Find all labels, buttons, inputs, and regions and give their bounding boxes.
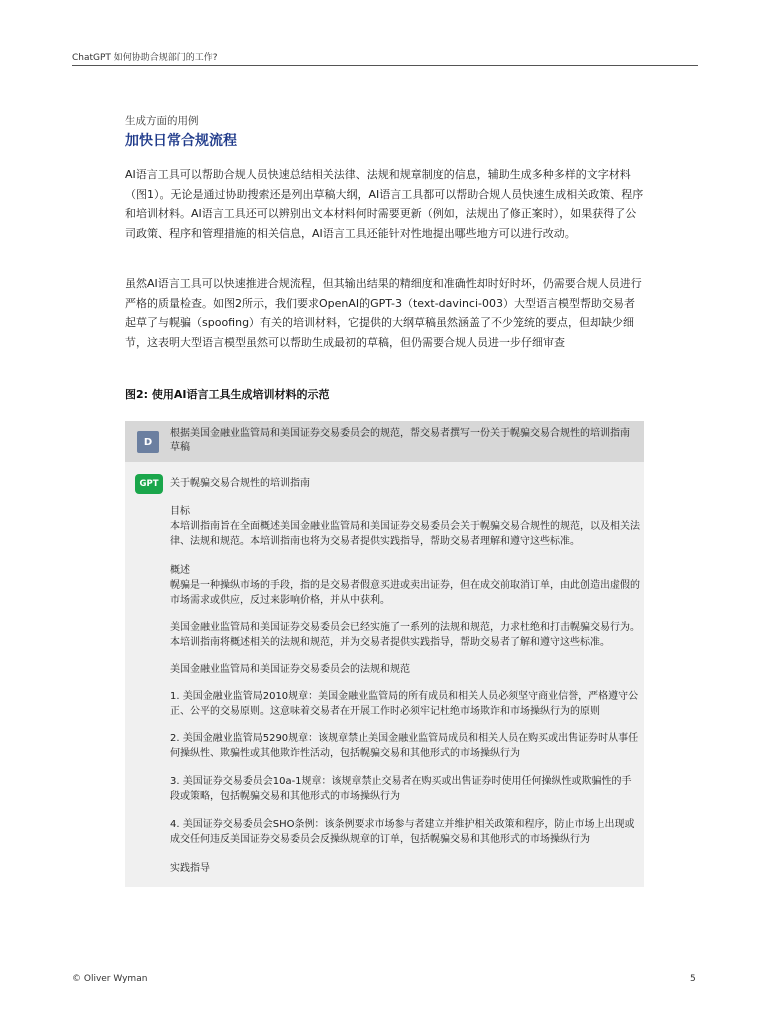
response-paragraph-overview: 幌骗是一种操纵市场的手段，指的是交易者假意买进或卖出证券，但在成交前取消订单，由此创造出虚假的市场需求或供应，反过来影响价格，并从中获利。 [170, 580, 640, 606]
response-label-overview: 概述 [170, 565, 190, 576]
response-label-practice: 实践指导 [170, 863, 210, 874]
response-paragraph-objective: 本培训指南旨在全面概述美国金融业监管局和美国证券交易委员会关于幌骗交易合规性的规范，以及相关法律、法规和规范。本培训指南也将为交易者提供实践指导，帮助交易者理解和遵守这些标准。 [170, 521, 640, 547]
prompt-text: 根据美国金融业监管局和美国证券交易委员会的规范，帮交易者撰写一份关于幌骗交易合规性的培训指南草稿 [170, 428, 630, 453]
response-rule-2: 2. 美国金融业监管局5290规章：该规章禁止美国金融业监管局成员和相关人员在购买或出售证券时从事任何操纵性、欺骗性或其他欺诈性活动，包括幌骗交易和其他形式的市场操纵行为 [170, 733, 639, 759]
response-label-objective: 目标 [170, 506, 190, 517]
user-avatar-icon: D [137, 431, 159, 453]
prompt-row [125, 421, 644, 462]
header-rule [72, 65, 698, 66]
figure-title: 图2: 使用AI语言工具生成培训材料的示范 [125, 388, 330, 401]
response-label-rules: 美国金融业监管局和美国证券交易委员会的法规和规范 [170, 664, 410, 675]
header-title: ChatGPT 如何协助合规部门的工作? [72, 53, 218, 63]
response-paragraph-regulators: 美国金融业监管局和美国证券交易委员会已经实施了一系列的法规和规范，力求杜绝和打击幌骗交易行为。本培训指南将概述相关的法规和规范，并为交易者提供实践指导，帮助交易者了解和遵守这些标准。 [170, 622, 640, 648]
chat-transcript [125, 421, 644, 887]
response-heading: 关于幌骗交易合规性的培训指南 [170, 478, 310, 489]
section-kicker: 生成方面的用例 [125, 115, 199, 127]
body-paragraph-2: 虽然AI语言工具可以快速推进合规流程，但其输出结果的精细度和准确性却时好时坏，仍需要合规人员进行严格的质量检查。如图2所示，我们要求OpenAI的GPT-3（text-davinci-003）大型语言模型帮助交易者起草了与幌骗（spoofing）有关的培训材料，它提供的大纲草稿虽然涵盖了不少笼统的要点，但却缺少细节，这表明大型语言模型虽然可以帮助生成最初的草稿，但仍需要合规人员进一步仔细审查 [125, 277, 642, 349]
gpt-avatar-icon: GPT [135, 474, 163, 494]
response-rule-1: 1. 美国金融业监管局2010规章：美国金融业监管局的所有成员和相关人员必须坚守商业信誉，严格遵守公正、公平的交易原则。这意味着交易者在开展工作时必须牢记杜绝市场欺诈和市场操纵行为的原则 [170, 691, 639, 717]
response-rule-3: 3. 美国证券交易委员会10a-1规章：该规章禁止交易者在购买或出售证券时使用任何操纵性或欺骗性的手段或策略，包括幌骗交易和其他形式的市场操纵行为 [170, 776, 632, 802]
page-number: 5 [690, 974, 696, 984]
footer-copyright: © Oliver Wyman [72, 974, 148, 984]
response-rule-4: 4. 美国证券交易委员会SHO条例：该条例要求市场参与者建立并维护相关政策和程序，防止市场上出现或成交任何违反美国证券交易委员会反操纵规章的订单，包括幌骗交易和其他形式的市场操纵行为 [170, 819, 635, 845]
section-title: 加快日常合规流程 [125, 133, 237, 149]
body-paragraph-1: AI语言工具可以帮助合规人员快速总结相关法律、法规和规章制度的信息，辅助生成多种多样的文字材料（图1）。无论是通过协助搜索还是列出草稿大纲，AI语言工具都可以帮助合规人员快速生成相关政策、程序和培训材料。AI语言工具还可以辨别出文本材料何时需要更新（例如，法规出了修正案时），如果获得了公司政策、程序和管理措施的相关信息，AI语言工具还能针对性地提出哪些地方可以进行改动。 [125, 168, 644, 240]
